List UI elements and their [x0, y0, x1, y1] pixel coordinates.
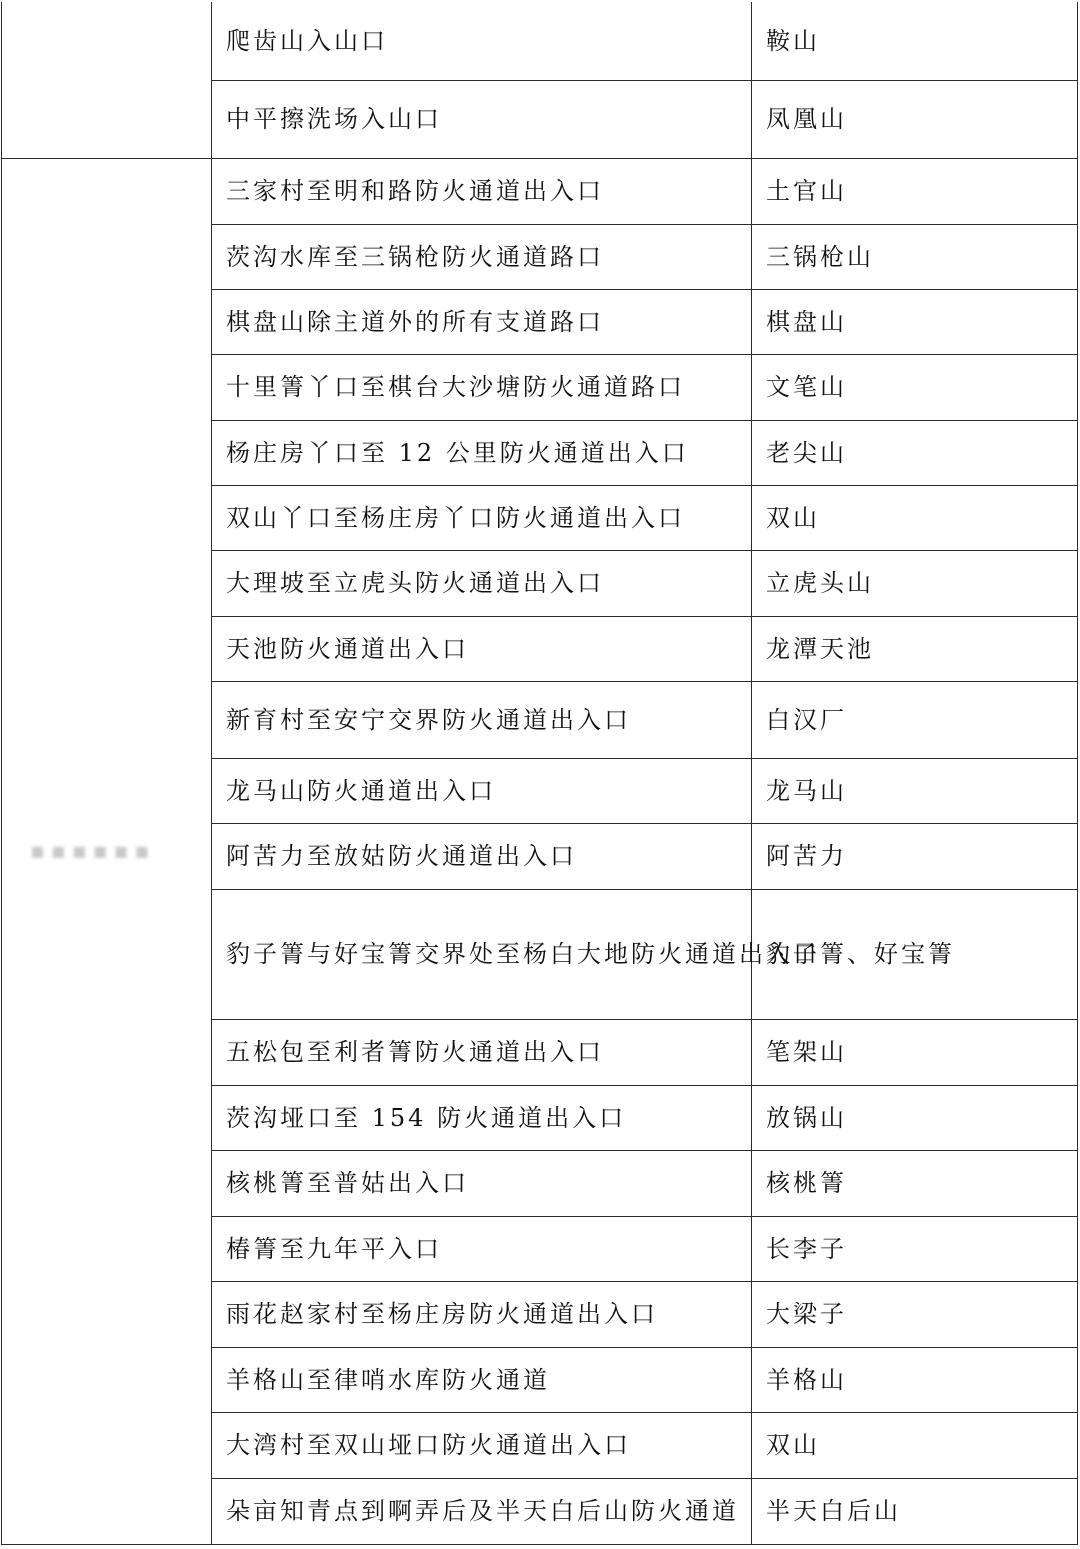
mountain-cell: 鞍山	[752, 2, 1078, 80]
location-cell: 龙马山防火通道出入口	[212, 758, 752, 823]
location-cell: 十里箐丫口至棋台大沙塘防火通道路口	[212, 354, 752, 420]
mountain-cell: 双山	[752, 1412, 1078, 1478]
mountain-cell: 文笔山	[752, 354, 1078, 420]
location-cell: 杨庄房丫口至 12 公里防火通道出入口	[212, 420, 752, 485]
location-cell: 棋盘山除主道外的所有支道路口	[212, 289, 752, 354]
location-cell: 阿苦力至放姑防火通道出入口	[212, 823, 752, 889]
mountain-cell: 双山	[752, 485, 1078, 550]
location-cell: 核桃箐至普姑出入口	[212, 1150, 752, 1216]
checkpoint-table	[1, 2, 1078, 1545]
district-cell	[2, 158, 212, 1544]
location-cell: 双山丫口至杨庄房丫口防火通道出入口	[212, 485, 752, 550]
location-cell: 中平擦洗场入山口	[212, 80, 752, 158]
district-cell	[2, 2, 212, 158]
mountain-cell: 龙马山	[752, 758, 1078, 823]
mountain-cell: 豹子箐、好宝箐	[752, 889, 1078, 1019]
mountain-cell: 凤凰山	[752, 80, 1078, 158]
mountain-cell: 龙潭天池	[752, 616, 1078, 681]
mountain-cell: 羊格山	[752, 1347, 1078, 1412]
location-cell: 天池防火通道出入口	[212, 616, 752, 681]
table-row	[2, 2, 1078, 80]
location-cell: 大理坡至立虎头防火通道出入口	[212, 550, 752, 616]
location-cell: 爬齿山入山口	[212, 2, 752, 80]
mountain-cell: 半天白后山	[752, 1478, 1078, 1544]
location-cell: 茨沟垭口至 154 防火通道出入口	[212, 1085, 752, 1150]
mountain-cell: 三锅枪山	[752, 224, 1078, 289]
mountain-cell: 核桃箐	[752, 1150, 1078, 1216]
mountain-cell: 放锅山	[752, 1085, 1078, 1150]
mountain-cell: 笔架山	[752, 1019, 1078, 1085]
mountain-cell: 土官山	[752, 158, 1078, 224]
location-cell: 茨沟水库至三锅枪防火通道路口	[212, 224, 752, 289]
mountain-cell: 阿苦力	[752, 823, 1078, 889]
location-cell: 豹子箐与好宝箐交界处至杨白大地防火通道出入口	[212, 889, 752, 1019]
location-cell: 雨花赵家村至杨庄房防火通道出入口	[212, 1281, 752, 1347]
redacted-district-label: ▪▪▪▪▪▪	[30, 839, 156, 864]
location-cell: 朵亩知青点到啊弄后及半天白后山防火通道	[212, 1478, 752, 1544]
table-row	[2, 158, 1078, 224]
location-cell: 三家村至明和路防火通道出入口	[212, 158, 752, 224]
mountain-cell: 大梁子	[752, 1281, 1078, 1347]
mountain-cell: 白汉厂	[752, 681, 1078, 758]
mountain-cell: 老尖山	[752, 420, 1078, 485]
mountain-cell: 长李子	[752, 1216, 1078, 1281]
location-cell: 大湾村至双山垭口防火通道出入口	[212, 1412, 752, 1478]
location-cell: 新育村至安宁交界防火通道出入口	[212, 681, 752, 758]
location-cell: 椿箐至九年平入口	[212, 1216, 752, 1281]
location-cell: 羊格山至律哨水库防火通道	[212, 1347, 752, 1412]
mountain-cell: 棋盘山	[752, 289, 1078, 354]
mountain-cell: 立虎头山	[752, 550, 1078, 616]
location-cell: 五松包至利者箐防火通道出入口	[212, 1019, 752, 1085]
